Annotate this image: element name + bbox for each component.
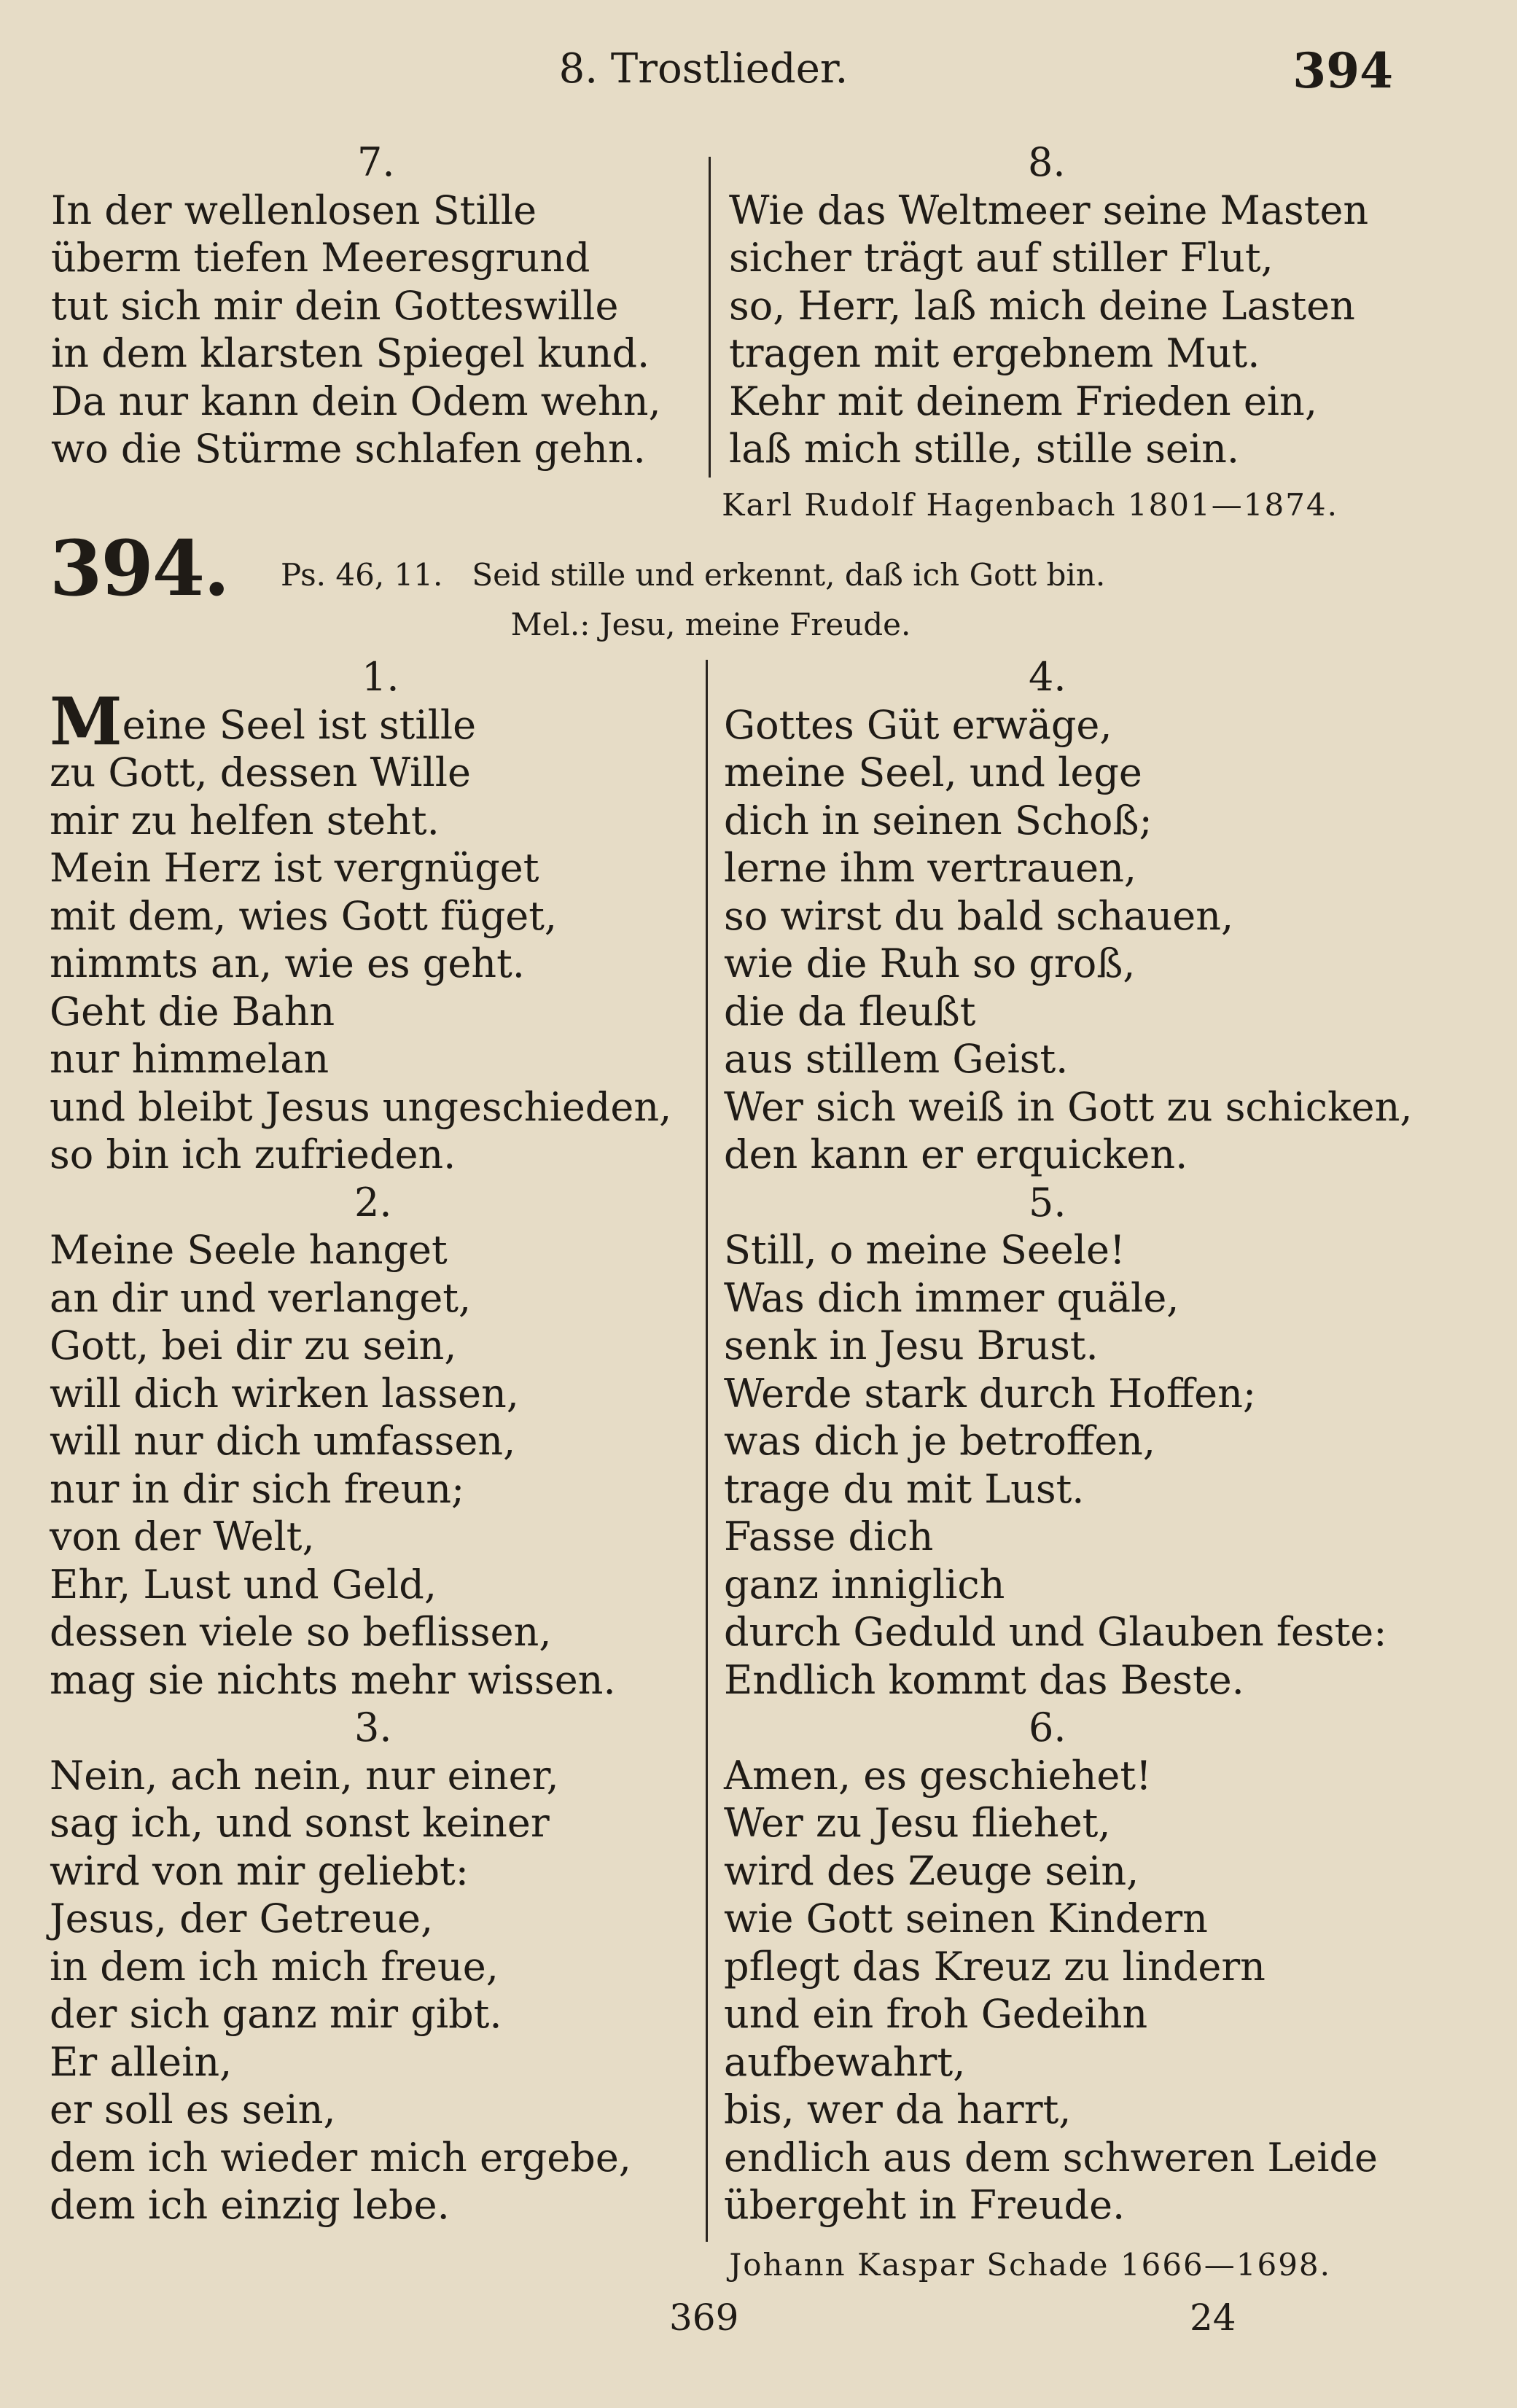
verse-line: ganz inniglich bbox=[724, 1561, 1005, 1608]
verse-line: aufbewahrt, bbox=[724, 2038, 966, 2085]
verse-line: Endlich kommt das Beste. bbox=[724, 1656, 1244, 1703]
stanza-number: 8. bbox=[1028, 139, 1066, 185]
page-number: 369 bbox=[669, 2296, 739, 2339]
verse-line: trage du mit Lust. bbox=[724, 1465, 1085, 1512]
verse-line: senk in Jesu Brust. bbox=[724, 1322, 1099, 1368]
verse-line: laß mich stille, stille sein. bbox=[729, 426, 1240, 472]
verse-line: endlich aus dem schweren Leide bbox=[724, 2134, 1378, 2181]
verse-line: mir zu helfen steht. bbox=[50, 797, 440, 843]
verse-line: wie die Ruh so groß, bbox=[724, 940, 1136, 986]
verse-line: nur himmelan bbox=[50, 1036, 329, 1082]
verse-line: durch Geduld und Glauben feste: bbox=[724, 1609, 1387, 1655]
verse-line: nimmts an, wie es geht. bbox=[50, 940, 525, 986]
verse-line: er soll es sein, bbox=[50, 2086, 336, 2132]
previous-hymn-author: Karl Rudolf Hagenbach 1801—1874. bbox=[722, 487, 1338, 523]
stanza-8 bbox=[729, 139, 1385, 473]
hymn-author: Johann Kaspar Schade 1666—1698. bbox=[729, 2247, 1331, 2283]
verse-line: in dem klarsten Spiegel kund. bbox=[51, 330, 650, 376]
verse-line: die da fleußt bbox=[724, 988, 976, 1034]
verse-line: tragen mit ergebnem Mut. bbox=[729, 330, 1260, 376]
verse-line: und ein froh Gedeihn bbox=[724, 1991, 1148, 2037]
stanza-number: 5. bbox=[1029, 1179, 1066, 1226]
stanza-7 bbox=[51, 139, 693, 473]
verse-line: wo die Stürme schlafen gehn. bbox=[51, 426, 646, 472]
melody: Mel.: Jesu, meine Freude. bbox=[510, 607, 911, 642]
verse-line: so, Herr, laß mich deine Lasten bbox=[729, 282, 1355, 329]
verse-line: wird von mir geliebt: bbox=[50, 1847, 469, 1894]
hymn-number: 394. bbox=[50, 523, 229, 613]
verse-line: dich in seinen Schoß; bbox=[724, 797, 1153, 843]
verse-line: Da nur kann dein Odem wehn, bbox=[51, 378, 661, 424]
column-divider bbox=[709, 157, 711, 478]
verse-line: Still, o meine Seele! bbox=[724, 1227, 1126, 1273]
verse-line: Mein Herz ist vergnüget bbox=[50, 845, 539, 891]
verse-line: dem ich wieder mich ergebe, bbox=[50, 2134, 631, 2181]
verse-line: Jesus, der Getreue, bbox=[50, 1895, 434, 1941]
section-title: 8. Trostlieder. bbox=[558, 45, 849, 93]
left-column bbox=[50, 653, 691, 2229]
verse-line: übergeht in Freude. bbox=[724, 2182, 1126, 2228]
verse-line: Wer zu Jesu fliehet, bbox=[724, 1800, 1111, 1846]
column-divider bbox=[706, 660, 708, 2242]
verse-line: überm tiefen Meeresgrund bbox=[51, 235, 590, 281]
verse-line: nur in dir sich freun; bbox=[50, 1465, 465, 1512]
verse-line: Wer sich weiß in Gott zu schicken, bbox=[724, 1083, 1413, 1130]
verse-line: der sich ganz mir gibt. bbox=[50, 1991, 502, 2037]
verse-line: Ehr, Lust und Geld, bbox=[50, 1561, 437, 1608]
verse-line: will nur dich umfassen, bbox=[50, 1418, 516, 1464]
verse-line: In der wellenlosen Stille bbox=[51, 187, 537, 233]
verse-line: Gott, bei dir zu sein, bbox=[50, 1322, 457, 1368]
verse-line: was dich je betroffen, bbox=[724, 1418, 1155, 1464]
verse-line: Geht die Bahn bbox=[50, 988, 335, 1034]
verse-line: Fasse dich bbox=[724, 1513, 934, 1559]
verse-line: so bin ich zufrieden. bbox=[50, 1131, 456, 1177]
verse-line: von der Welt, bbox=[50, 1513, 315, 1559]
verse-line: lerne ihm vertrauen, bbox=[724, 845, 1137, 891]
psalm-reference bbox=[281, 557, 1105, 593]
stanza-number: 1. bbox=[362, 654, 399, 700]
psalm-ref: Ps. 46, 11. bbox=[281, 557, 443, 593]
verse-line: wird des Zeuge sein, bbox=[724, 1847, 1139, 1894]
verse-line: Er allein, bbox=[50, 2038, 233, 2085]
verse-line: will dich wirken lassen, bbox=[50, 1370, 519, 1417]
verse-line: bis, wer da harrt, bbox=[724, 2086, 1072, 2132]
verse-line: pflegt das Kreuz zu lindern bbox=[724, 1943, 1266, 1990]
verse-line: aus stillem Geist. bbox=[724, 1036, 1069, 1082]
verse-line: mag sie nichts mehr wissen. bbox=[50, 1656, 616, 1703]
stanza-number: 3. bbox=[354, 1704, 392, 1750]
verse-line: sag ich, und sonst keiner bbox=[50, 1800, 550, 1846]
verse-line: tut sich mir dein Gotteswille bbox=[51, 282, 619, 329]
psalm-text: Seid stille und erkennt, daß ich Gott bin. bbox=[472, 557, 1106, 593]
verse-line: Gottes Güt erwäge, bbox=[724, 701, 1112, 748]
verse-line: dessen viele so beflissen, bbox=[50, 1609, 552, 1655]
verse-line: an dir und verlanget, bbox=[50, 1274, 472, 1321]
stanza-number: 4. bbox=[1029, 654, 1066, 700]
verse-line: mit dem, wies Gott füget, bbox=[50, 892, 558, 939]
signature-mark: 24 bbox=[1190, 2296, 1236, 2339]
stanza-number: 7. bbox=[357, 139, 395, 185]
verse-line-first: Meine Seel ist stille bbox=[50, 682, 477, 760]
verse-line: Nein, ach nein, nur einer, bbox=[50, 1752, 559, 1799]
verse-line: Kehr mit deinem Frieden ein, bbox=[729, 378, 1317, 424]
verse-line: den kann er erquicken. bbox=[724, 1131, 1188, 1177]
verse-line: zu Gott, dessen Wille bbox=[50, 749, 471, 795]
verse-line: in dem ich mich freue, bbox=[50, 1943, 499, 1990]
right-column bbox=[724, 653, 1413, 2229]
verse-line: dem ich einzig lebe. bbox=[50, 2182, 450, 2228]
verse-line: sicher trägt auf stiller Flut, bbox=[729, 235, 1274, 281]
verse-line: Was dich immer quäle, bbox=[724, 1274, 1179, 1321]
verse-line: Meine Seele hanget bbox=[50, 1227, 448, 1273]
verse-line: meine Seel, und lege bbox=[724, 749, 1142, 795]
stanza-number: 6. bbox=[1029, 1704, 1066, 1750]
verse-line: so wirst du bald schauen, bbox=[724, 892, 1234, 939]
drop-cap: M bbox=[50, 682, 122, 760]
verse-line: Amen, es geschiehet! bbox=[724, 1752, 1152, 1799]
verse-line: wie Gott seinen Kindern bbox=[724, 1895, 1208, 1941]
verse-line: Werde stark durch Hoffen; bbox=[724, 1370, 1257, 1417]
stanza-number: 2. bbox=[354, 1179, 392, 1226]
verse-line: und bleibt Jesus ungeschieden, bbox=[50, 1083, 672, 1130]
header-hymn-number: 394 bbox=[1292, 42, 1393, 99]
page-header bbox=[0, 42, 1517, 104]
verse-line: Wie das Weltmeer seine Masten bbox=[729, 187, 1369, 233]
